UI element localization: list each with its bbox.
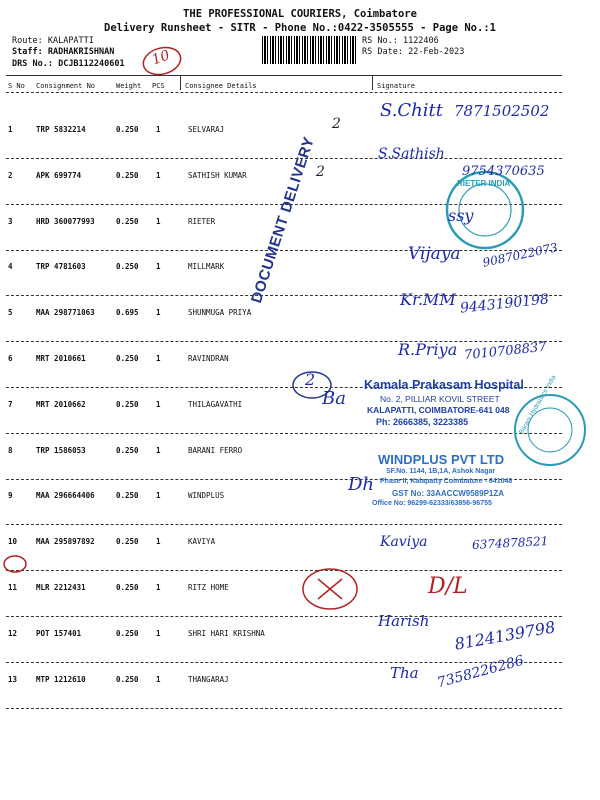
cell-pcs: 1	[156, 262, 161, 271]
cell-consignment-no: HRD 360077993	[36, 217, 95, 226]
cell-consignee: WINDPLUS	[188, 491, 225, 500]
cell-consignee: SHUNMUGA PRIYA	[188, 308, 252, 317]
cell-sno: 10	[8, 537, 18, 546]
row-divider	[6, 158, 562, 159]
rs-no-value: 1122406	[402, 36, 439, 46]
row-divider	[6, 662, 562, 663]
cell-consignment-no: TRP 5832214	[36, 125, 86, 134]
cell-consignment-no: MAA 295897892	[36, 537, 95, 546]
staff-row	[12, 47, 114, 57]
cell-consignee: RIETER	[188, 217, 216, 226]
cell-sno: 8	[8, 446, 13, 455]
signature-row5: Kr.MM	[400, 290, 456, 309]
header-divider	[180, 76, 181, 90]
signature-row6: R.Priya	[398, 340, 458, 359]
hospital-stamp-address2: KALAPATTI, COIMBATORE-641 048	[367, 405, 510, 415]
phone-note-row2: 9754370635	[462, 164, 545, 179]
signature-row2: S.Sathish	[378, 146, 445, 162]
windplus-stamp-office: Office No: 96299-62333/63856-96755	[372, 500, 492, 507]
route-row	[12, 36, 94, 46]
cell-consignment-no: MLR 2212431	[36, 583, 86, 592]
row-divider	[6, 433, 562, 434]
cell-pcs: 1	[156, 308, 161, 317]
staff-value: RADHAKRISHNAN	[47, 47, 115, 57]
cell-sno: 9	[8, 491, 13, 500]
cell-sno: 4	[8, 262, 13, 271]
cell-weight: 0.250	[116, 537, 139, 546]
phone-note-row12: 8124139798	[453, 617, 557, 654]
cell-consignment-no: MTP 1212610	[36, 675, 86, 684]
windplus-stamp-address1: SF.No. 1144, 1B,1A, Ashok Nagar	[386, 468, 496, 475]
windplus-stamp-address2: Phase II, Kalapatty Coimbatore - 641048	[380, 478, 513, 485]
cell-weight: 0.250	[116, 125, 139, 134]
rs-no-row	[362, 36, 439, 46]
rieter-seal-text: RIETER INDIA	[457, 179, 511, 188]
tick-row2: 2	[316, 164, 325, 180]
row-divider	[6, 524, 562, 525]
col-pcs: PCS	[152, 82, 165, 90]
signature-row4: Vijaya	[408, 244, 461, 264]
cell-weight: 0.250	[116, 171, 139, 180]
hospital-stamp-name: Kamala Prakasam Hospital	[364, 378, 524, 392]
row-divider	[6, 570, 562, 571]
col-sno: S No	[8, 82, 25, 90]
phone-note-row4: 9087022073	[481, 240, 559, 270]
cell-consignee: RAVINDRAN	[188, 354, 229, 363]
cell-sno: 1	[8, 125, 13, 134]
route-label: Route:	[12, 36, 43, 46]
cell-pcs: 1	[156, 675, 161, 684]
document-delivery-stamp: DOCUMENT DELIVERY	[248, 134, 318, 306]
phone-note-row6: 7010708837	[463, 339, 548, 364]
rs-date-row	[362, 47, 464, 57]
cell-sno: 5	[8, 308, 13, 317]
cell-consignee: KAVIYA	[188, 537, 216, 546]
row-divider	[6, 616, 562, 617]
signature-row13: Tha	[390, 664, 419, 682]
cell-consignee: THILAGAVATHI	[188, 400, 243, 409]
row11-circle-mark	[2, 554, 28, 574]
cell-consignment-no: MAA 296664406	[36, 491, 95, 500]
cell-weight: 0.250	[116, 583, 139, 592]
cell-weight: 0.695	[116, 308, 139, 317]
cell-pcs: 1	[156, 446, 161, 455]
barcode	[262, 36, 358, 64]
cell-weight: 0.250	[116, 675, 139, 684]
cell-consignee: THANGARAJ	[188, 675, 229, 684]
cell-weight: 0.250	[116, 446, 139, 455]
tick-row1: 2	[332, 116, 341, 132]
header-divider	[372, 76, 373, 90]
cell-sno: 3	[8, 217, 13, 226]
cell-pcs: 1	[156, 629, 161, 638]
cell-sno: 2	[8, 171, 13, 180]
cell-pcs: 1	[156, 217, 161, 226]
cell-sno: 13	[8, 675, 18, 684]
phone-note-row13: 7358226286	[435, 652, 526, 692]
cell-consignee: BARANI FERRO	[188, 446, 243, 455]
row7-circle-number: 2	[305, 370, 316, 389]
drs-label: DRS No.:	[12, 59, 53, 69]
cell-weight: 0.250	[116, 354, 139, 363]
windplus-stamp-name: WINDPLUS PVT LTD	[378, 452, 505, 467]
dl-mark-row11: D/L	[428, 574, 468, 599]
rs-no-label: RS No.:	[362, 36, 398, 46]
cell-consignee: SATHISH KUMAR	[188, 171, 247, 180]
phone-note-row1: 7871502502	[454, 102, 550, 120]
rs-date-value: 22-Feb-2023	[408, 47, 465, 57]
cell-consignment-no: TRP 1586053	[36, 446, 86, 455]
cell-sno: 6	[8, 354, 13, 363]
phone-note-row5: 9443190198	[459, 291, 550, 317]
cell-pcs: 1	[156, 537, 161, 546]
cell-weight: 0.250	[116, 400, 139, 409]
hospital-stamp-phone: Ph: 2666385, 3223385	[376, 417, 469, 427]
cell-consignee: RITZ HOME	[188, 583, 229, 592]
cell-consignment-no: MRT 2010661	[36, 354, 86, 363]
table-top-rule	[6, 75, 562, 76]
row-divider	[6, 341, 562, 342]
cell-pcs: 1	[156, 491, 161, 500]
windplus-stamp-gst: GST No: 33AACCW9589P1ZA	[392, 489, 505, 498]
rs-date-label: RS Date:	[362, 47, 403, 57]
cell-sno: 12	[8, 629, 18, 638]
cell-consignment-no: MRT 2010662	[36, 400, 86, 409]
row-divider	[6, 295, 562, 296]
cell-pcs: 1	[156, 125, 161, 134]
cell-consignment-no: POT 157401	[36, 629, 82, 638]
cell-pcs: 1	[156, 400, 161, 409]
signature-row3: ssy	[448, 206, 474, 225]
cell-sno: 7	[8, 400, 13, 409]
circled-x-mark	[300, 565, 360, 613]
cell-weight: 0.250	[116, 629, 139, 638]
col-consignment: Consignment No	[36, 82, 96, 90]
page-count-note: 10	[149, 47, 173, 69]
row-divider	[6, 708, 562, 709]
drs-row	[12, 59, 125, 69]
signature-row1: S.Chitt	[380, 100, 443, 121]
signature-row10: Kaviya	[380, 534, 428, 550]
cell-consignee: SHRI HARI KRISHNA	[188, 629, 265, 638]
cell-pcs: 1	[156, 171, 161, 180]
route-value: KALAPATTI	[47, 36, 94, 46]
drs-value: DCJB112240601	[58, 59, 125, 69]
cell-consignment-no: MAA 298771063	[36, 308, 95, 317]
table-header-rule	[6, 92, 562, 93]
hydraulics-seal-text: Barani Hydraulics India	[518, 374, 558, 436]
signature-row9: Dh	[348, 474, 375, 495]
cell-sno: 11	[8, 583, 18, 592]
phone-note-row10: 6374878521	[471, 534, 549, 552]
signature-row8: Ba	[322, 388, 346, 409]
col-consignee: Consignee Details	[185, 82, 257, 90]
company-title: THE PROFESSIONAL COURIERS, Coimbatore	[183, 8, 417, 20]
cell-consignment-no: TRP 4781603	[36, 262, 86, 271]
staff-label: Staff:	[12, 47, 43, 57]
runsheet-subtitle: Delivery Runsheet - SITR - Phone No.:0422-3505555 - Page No.:1	[104, 22, 496, 34]
cell-weight: 0.250	[116, 491, 139, 500]
hospital-stamp-address1: No. 2, PILLIAR KOVIL STREET	[380, 394, 500, 404]
col-signature: Signature	[377, 82, 415, 90]
cell-consignee: SELVARAJ	[188, 125, 225, 134]
signature-row12: Harish	[378, 612, 430, 630]
cell-pcs: 1	[156, 354, 161, 363]
cell-consignee: MILLMARK	[188, 262, 225, 271]
cell-weight: 0.250	[116, 217, 139, 226]
col-weight: Weight	[116, 82, 142, 90]
cell-pcs: 1	[156, 583, 161, 592]
cell-weight: 0.250	[116, 262, 139, 271]
cell-consignment-no: APK 699774	[36, 171, 82, 180]
